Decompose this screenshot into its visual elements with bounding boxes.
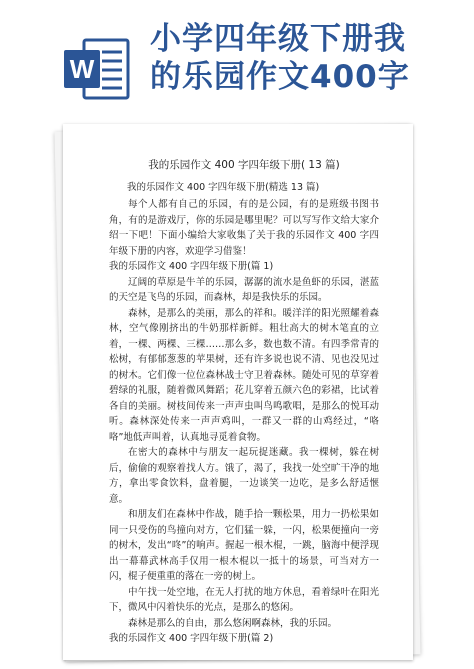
- intro-paragraph: 每个人都有自己的乐园，有的是公园，有的是班级书图书角，有的是游戏厅，你的乐园是哪里呢？可以写写作文给大家介绍一下吧！下面小编给大家收集了关于我的乐园作文 400 字四年级下册的内容，欢迎学习借鉴！: [109, 199, 379, 257]
- word-logo-letter: W: [69, 54, 95, 84]
- paragraph-3: 在密大的森林中与朋友一起玩捉迷藏。我一棵树，躲在树后，偷偷的观察着找人方。饿了，渴了，我找一处空旷干净的地方，拿出零食饮料，盘着腿，一边谈笑一边吃，是多么舒适惬意。: [109, 447, 379, 505]
- section-heading-2: 我的乐园作文 400 字四年级下册(篇 2): [109, 633, 274, 644]
- paragraph-4: 和朋友们在森林中作战，随手拾一颗松果，用力一扔松果如同一只受伤的鸟撞向对方，它们猛一躲，一闪，松果便撞向一旁的树木，发出“咚”的响声。握起一根木棍，一跳，脑海中便浮现出一幕幕武林高手仅用一根木棍以一抵十的场景，可当对方一闪，棍子便重重的落在一旁的树上。: [109, 509, 379, 582]
- paragraph-1: 辽阔的草原是牛羊的乐园，潺潺的流水是鱼虾的乐园，湛蓝的天空是飞鸟的乐园，而森林，却是我快乐的乐园。: [109, 276, 379, 303]
- paragraph-6: 森林是那么的自由，那么悠闲啊森林，我的乐园。: [128, 617, 338, 629]
- paragraph-2: 森林，是那么的美丽，那么的祥和。暖洋洋的阳光照耀着森林，空气像刚挤出的牛奶那样新鲜。粗壮高大的树木笔直的立着，一棵、两棵、三棵……那么多，数也数不清。有四季常青的松树，有郁郁葱葱的苹果树，还有许多说也说不清、见也没见过的树木。它们像一位位森林战士守卫着森林。随处可见的草穿着碧绿的礼服，随着微风舞蹈；花儿穿着五颜六色的彩裙，比试着各自的美丽。树枝间传来一声声虫叫鸟鸣歌唱，是那么的悦耳动听。森林深处传来一声声鸡叫，一群又一群的山鸡经过，“咯咯”地低声叫着，认真地寻觅着食物。: [109, 307, 379, 443]
- paragraph-5: 中午找一处空地，在无人打扰的地方休息，看着绿叶在阳光下，微风中闪着快乐的光点，是那么的悠闲。: [109, 586, 379, 613]
- page-title-line2: 的乐园作文400字: [150, 59, 410, 95]
- banner: [0, 0, 474, 120]
- section-heading-1: 我的乐园作文 400 字四年级下册(篇 1): [109, 261, 274, 272]
- word-document-icon: [62, 36, 132, 102]
- document-title: 我的乐园作文 400 字四年级下册( 13 篇): [148, 159, 340, 171]
- page-title: [150, 20, 468, 96]
- document-subtitle: 我的乐园作文 400 字四年级下册(精选 13 篇): [127, 181, 320, 193]
- page-title-line1: 小学四年级下册我: [150, 21, 406, 57]
- document-content: [109, 146, 379, 647]
